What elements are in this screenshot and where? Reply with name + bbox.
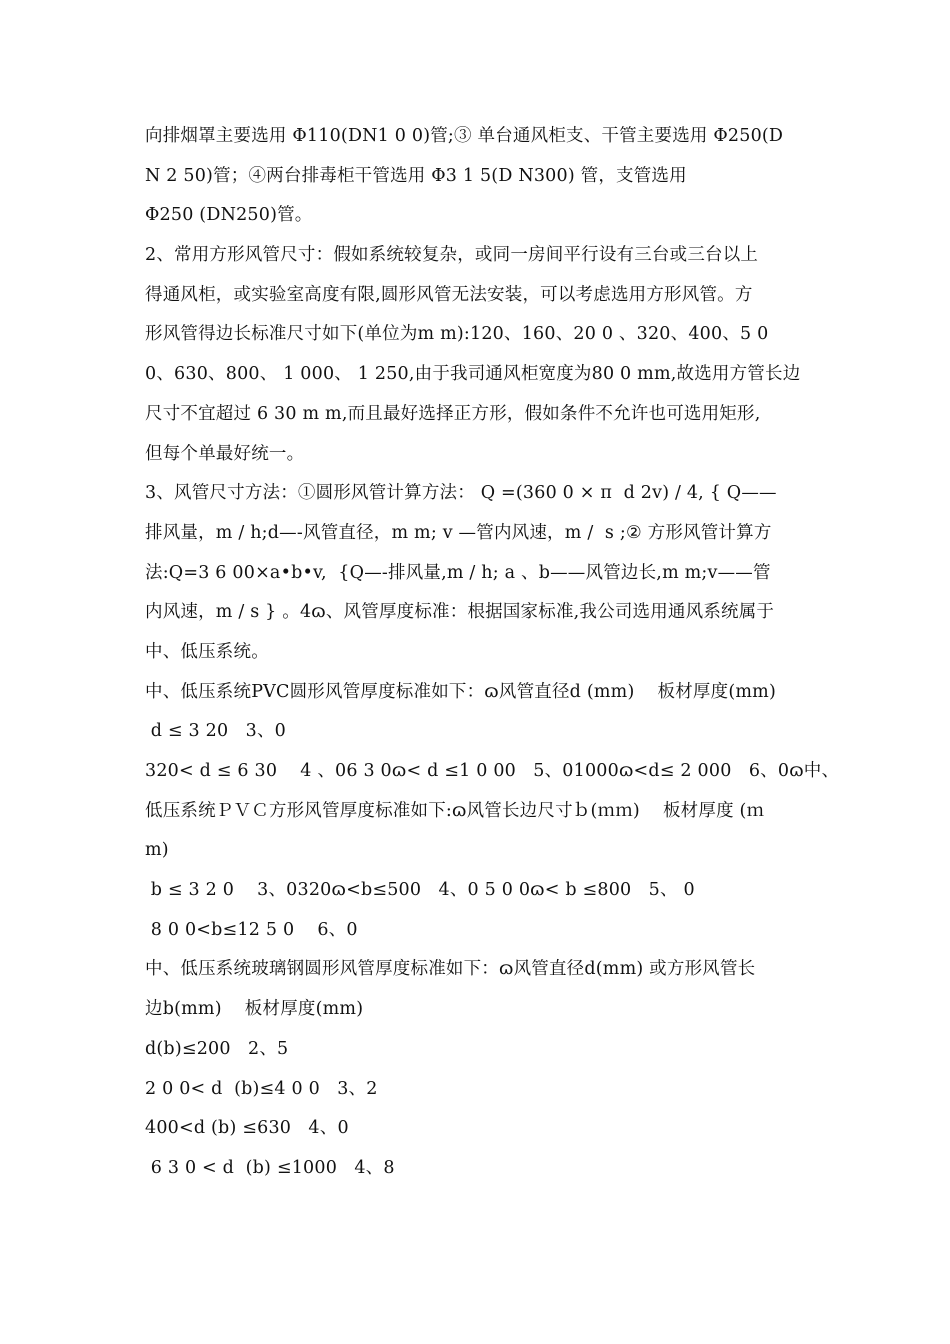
text-line: 中、低压系统PVC圆形风管厚度标准如下：ɷ风管直径d (mm) 板材厚度(mm) (145, 681, 776, 702)
text-line: Φ250 (DN250)管。 (145, 205, 313, 226)
text-line: 2 0 0< d (b)≤4 0 0 3、2 (145, 1078, 378, 1099)
text-line: b ≤ 3 2 0 3、0320ɷ<b≤500 4、0 5 0 0ɷ< b ≤800 5、 0 (145, 880, 695, 901)
document-body (145, 124, 840, 1196)
text-line: 边b(mm) 板材厚度(mm) (145, 999, 364, 1020)
text-line: d(b)≤200 2、5 (145, 1038, 289, 1059)
text-line: 尺寸不宜超过 6 30 m m,而且最好选择正方形，假如条件不允许也可选用矩形, (145, 403, 761, 424)
text-line: 3、风管尺寸方法：①圆形风管计算方法： Q =(360 0 × π d 2v) / 4, { Q—— (145, 483, 777, 504)
text-line: m) (145, 840, 169, 861)
text-line: 6 3 0 < d (b) ≤1000 4、8 (145, 1157, 395, 1178)
text-line: 内风速，m / s } 。4ɷ、风管厚度标准：根据国家标准,我公司选用通风系统属于 (145, 602, 775, 623)
text-line: 向排烟罩主要选用 Φ110(DN1 0 0)管;③ 单台通风柜支、干管主要选用 Φ250(D (145, 126, 784, 146)
text-line: 400<d (b) ≤630 4、0 (145, 1118, 349, 1139)
text-line: N 2 50)管；④两台排毒柜干管选用 Φ3 1 5(D N300) 管，支管选用 (145, 165, 687, 186)
text-line: 形风管得边长标准尺寸如下(单位为m m):120、160、20 0 、320、400、5 0 (145, 324, 769, 345)
text-line: 2、常用方形风管尺寸：假如系统较复杂，或同一房间平行设有三台或三台以上 (145, 245, 759, 266)
text-line: 法:Q=3 6 00×a•b•v, {Q—-排风量,m / h; a 、b——风管边长,m m;v——管 (145, 562, 771, 583)
text-line: 中、低压系统玻璃钢圆形风管厚度标准如下：ɷ风管直径d(mm) 或方形风管长 (145, 959, 756, 980)
text-line: 320< d ≤ 6 30 4 、06 3 0ɷ< d ≤1 0 00 5、01000ɷ<d≤ 2 000 6、0ɷ中、 (145, 761, 840, 781)
text-line: 中、低压系统。 (145, 641, 269, 662)
text-line: 低压系统ＰＶＣ方形风管厚度标准如下:ɷ风管长边尺寸ｂ(ｍｍ) 板材厚度 (ｍ (145, 800, 765, 821)
text-line: 得通风柜，或实验室高度有限,圆形风管无法安装，可以考虑选用方形风管。方 (145, 284, 753, 305)
text-line: d ≤ 3 20 3、0 (145, 721, 286, 742)
text-line: 8 0 0<b≤12 5 0 6、0 (145, 919, 358, 940)
text-line: 0、630、800、 1 000、 1 250,由于我司通风柜宽度为80 0 mm,故选用方管长边 (145, 364, 801, 385)
text-line: 排风量，m / h;d—-风管直径，m m; v —管内风速，m / s ;② 方形风管计算方 (145, 522, 772, 543)
text-line: 但每个单最好统一。 (145, 443, 305, 464)
